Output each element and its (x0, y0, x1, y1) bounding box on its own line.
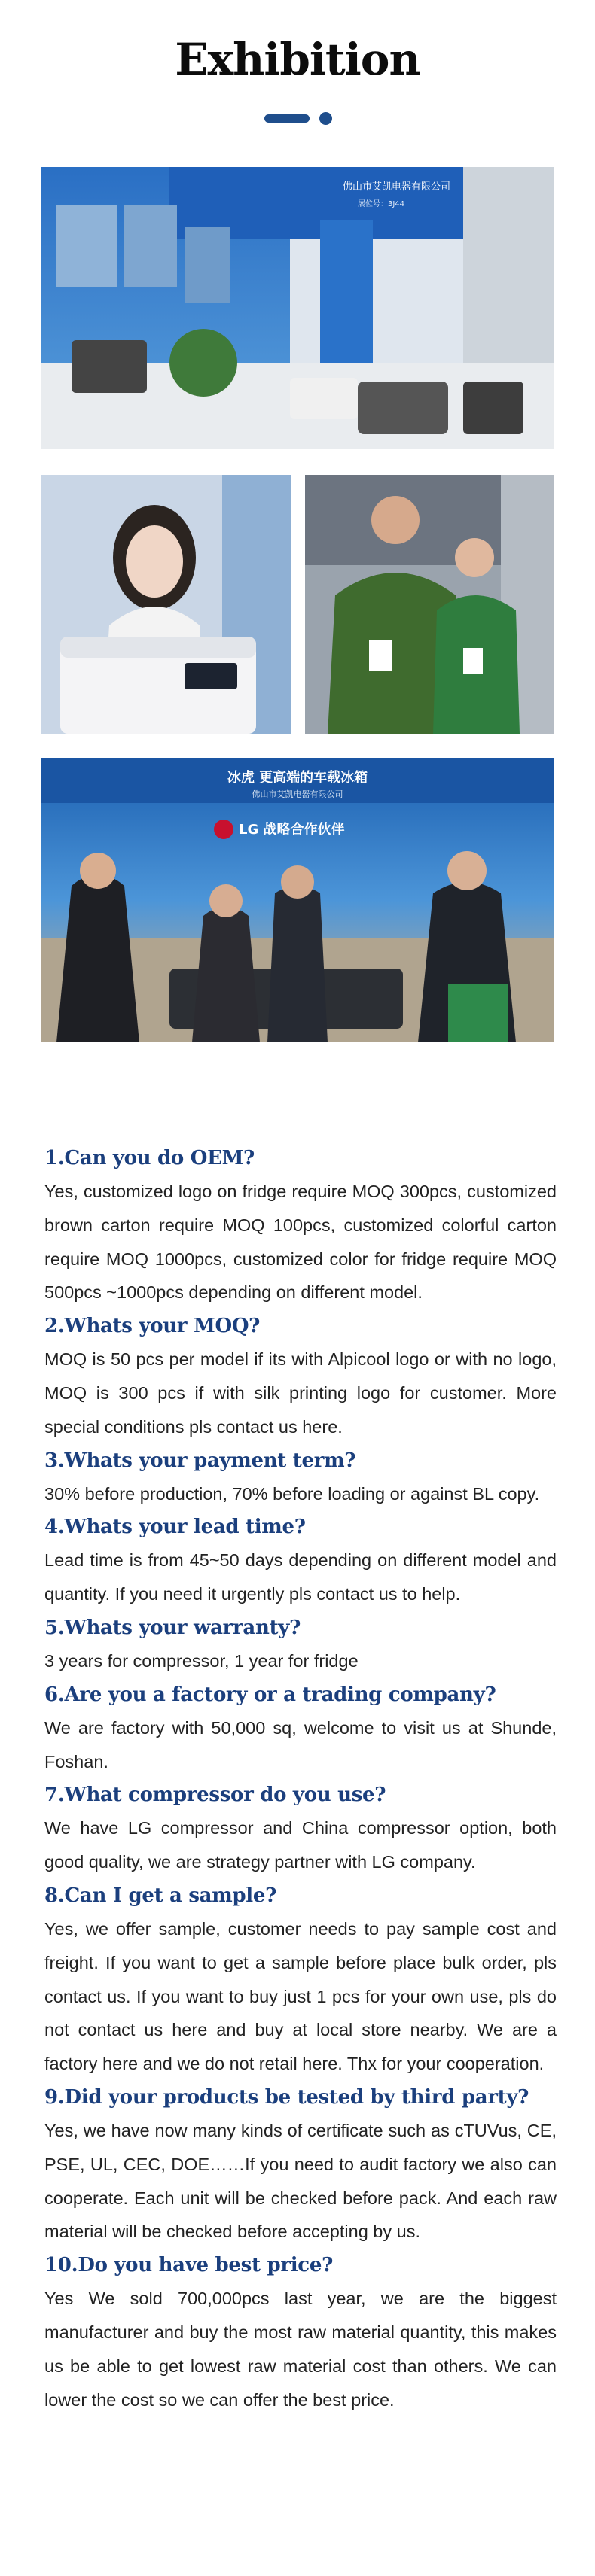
faq-answer: 3 years for compressor, 1 year for fridge (44, 1650, 359, 1671)
faq-answer: 30% before production, 70% before loading or against BL copy. (44, 1483, 540, 1504)
faq-question: 9.Did your products be tested by third party? (44, 2085, 529, 2109)
faq-question: 1.Can you do OEM? (44, 1147, 255, 1169)
banner-main-text: 冰虎 更高端的车载冰箱 (227, 770, 368, 786)
photo-woman-fridge (41, 475, 291, 734)
faq-answer: Yes, customized logo on fridge require MOQ 300pcs, customized brown carton require MOQ 100pcs, customized colorful carton require MOQ 1000pcs, customized color for fridge require MOQ 500pcs ~1000pcs depending on different model. (44, 1182, 557, 1303)
faq-question: 5.Whats your warranty? (44, 1616, 301, 1639)
booth-number-text: 展位号：3J44 (358, 200, 405, 208)
faq-answer: Yes We sold 700,000pcs last year, we are the biggest manufacturer and buy the most raw material quantity, this makes us be able to get lowest raw material cost than others. We can lower the cost so we can offer the best price. (44, 2289, 557, 2410)
faq-answer: Yes, we have now many kinds of certificate such as cTUVus, CE, PSE, UL, CEC, DOE……If you need to audit factory we also can cooperate. Each unit will be checked before pack. And each raw material will be checked before accepting by us. (44, 2120, 557, 2242)
photo-lg-partner (41, 758, 554, 1042)
faq-answer: We have LG compressor and China compressor option, both good quality, we are strategy partner with LG company. (44, 1818, 557, 1872)
woman-fridge-image (41, 475, 291, 734)
banner-partner-text: LG 战略合作伙伴 (239, 822, 345, 838)
faq-answer: MOQ is 50 pcs per model if its with Alpicool logo or with no logo, MOQ is 300 pcs if with silk printing logo for customer. More special conditions pls contact us here. (44, 1349, 557, 1437)
lg-partner-image (41, 758, 554, 1042)
faq-question: 7.What compressor do you use? (44, 1784, 386, 1807)
photo-visitors (305, 475, 554, 734)
banner-sub-text: 佛山市艾凯电器有限公司 (252, 789, 343, 799)
visitors-image (305, 475, 554, 734)
faq-question: 6.Are you a factory or a trading company? (44, 1683, 496, 1706)
booth-image (41, 167, 554, 449)
booth-sign-text: 佛山市艾凯电器有限公司 (343, 181, 451, 193)
faq-question: 10.Do you have best price? (44, 2254, 334, 2277)
faq-answer: We are factory with 50,000 sq, welcome to visit us at Shunde, Foshan. (44, 1717, 557, 1772)
title-decoration (0, 111, 595, 126)
faq-question: 2.Whats your MOQ? (44, 1315, 261, 1338)
faq-question: 3.Whats your payment term? (44, 1449, 356, 1472)
page-title: Exhibition (175, 34, 420, 85)
title-underline-dot (319, 112, 332, 125)
faq-question: 4.Whats your lead time? (44, 1516, 306, 1539)
faq-section (44, 1142, 557, 2416)
faq-answer: Yes, we offer sample, customer needs to pay sample cost and freight. If you want to get a sample before place bulk order, pls contact us. If you want to buy just 1 pcs for your own use, pls do not contact us here and buy at local store nearby. We are a factory here and we do not retail here. Thx for your cooperation. (44, 1918, 557, 2074)
photo-booth (41, 167, 554, 449)
faq-question: 8.Can I get a sample? (44, 1884, 277, 1907)
faq-answer: Lead time is from 45~50 days depending on different model and quantity. If you need it urgently pls contact us to help. (44, 1550, 557, 1604)
title-underline-bar (264, 114, 310, 123)
